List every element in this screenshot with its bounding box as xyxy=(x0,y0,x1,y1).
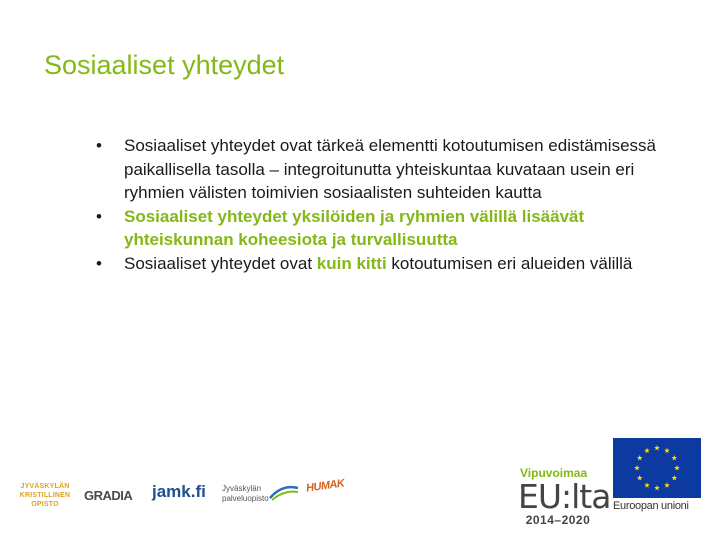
eu-star-icon xyxy=(654,485,660,490)
bullet-text-highlighted: Sosiaaliset yhteydet yksilöiden ja ryhmien välillä lisäävät yhteiskunnan koheesiota ja turvallisuutta xyxy=(124,206,585,249)
bullet-text: Sosiaaliset yhteydet ovat xyxy=(124,253,317,273)
humak-name: HUMAK xyxy=(305,477,346,495)
eu-star-icon xyxy=(644,482,650,487)
eu-stars-icon xyxy=(613,438,701,498)
bullet-item xyxy=(96,252,656,276)
vipuvoimaa-text: Vipuvoimaa xyxy=(520,466,588,480)
years-text: 2014–2020 xyxy=(525,513,591,527)
eu-flag-icon xyxy=(613,438,701,498)
eu-star-icon xyxy=(664,448,670,453)
eu-name: Euroopan unioni xyxy=(613,500,689,512)
palveluopisto-logo xyxy=(222,480,306,510)
logo-text: KRISTILLINEN xyxy=(19,492,71,499)
logo-text: JYVÄSKYLÄN xyxy=(20,483,70,490)
jyvaskylan-opisto-logo xyxy=(18,482,72,509)
bullet-dot: • xyxy=(96,253,102,273)
eu-star-icon xyxy=(671,475,677,480)
bullet-item xyxy=(96,134,656,205)
partner-logos xyxy=(0,430,720,540)
eu-star-icon xyxy=(674,465,680,470)
bullet-text: kotoutumisen eri alueiden välillä xyxy=(386,253,633,273)
eulta-text: EU:lta xyxy=(518,477,611,516)
bullet-text: Sosiaaliset yhteydet ovat tärkeä elementti kotoutumisen edistämisessä paikallisella tasolla – integroitunutta yhteiskuntaa kuvataan usein eri ryhmien välisten toimivien sosiaalisten suhteiden kautta xyxy=(124,136,656,202)
eu-star-icon xyxy=(671,455,677,460)
eu-star-icon xyxy=(637,475,643,480)
vipuvoimaa-logo xyxy=(518,466,611,527)
bullet-item xyxy=(96,205,656,252)
gradia-logo: GRADIA xyxy=(84,488,133,503)
logo-text: Jyväskylän palveluopisto xyxy=(222,484,269,503)
eu-logo xyxy=(613,438,703,512)
bullet-list xyxy=(96,134,656,275)
eu-star-icon xyxy=(637,455,643,460)
humak-logo xyxy=(305,477,406,510)
eu-star-icon xyxy=(664,482,670,487)
highlight-text: kuin kitti xyxy=(316,253,387,273)
swoosh-icon xyxy=(268,482,300,502)
bullet-dot: • xyxy=(96,206,102,226)
eu-star-icon xyxy=(654,445,660,450)
eu-star-icon xyxy=(644,448,650,453)
slide-title: Sosiaaliset yhteydet xyxy=(44,50,285,80)
eu-star-icon xyxy=(634,465,640,470)
bullet-dot: • xyxy=(96,136,102,155)
logo-text: OPISTO xyxy=(31,501,59,508)
jamk-name: jamk.fi xyxy=(152,482,206,501)
